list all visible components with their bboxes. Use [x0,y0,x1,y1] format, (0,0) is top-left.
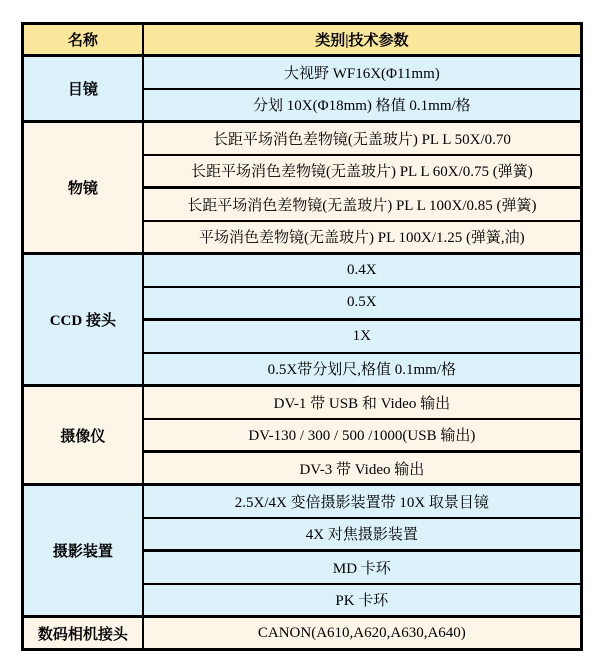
section-label-video-camera: 摄像仪 [23,386,143,485]
spec-cell: 0.5X [143,287,582,320]
spec-cell: 2.5X/4X 变倍摄影装置带 10X 取景目镜 [143,485,582,518]
section-label-digital-camera-adapter: 数码相机接头 [23,617,143,650]
spec-cell: 长距平场消色差物镜(无盖玻片) PL L 60X/0.75 (弹簧) [143,155,582,188]
spec-cell: 长距平场消色差物镜(无盖玻片) PL L 50X/0.70 [143,122,582,155]
spec-cell: 1X [143,320,582,353]
spec-cell: 大视野 WF16X(Φ11mm) [143,56,582,89]
section-label-eyepiece: 目镜 [23,56,143,122]
spec-cell: DV-1 带 USB 和 Video 输出 [143,386,582,419]
spec-cell: 分划 10X(Φ18mm) 格值 0.1mm/格 [143,89,582,122]
spec-cell: PK 卡环 [143,584,582,617]
spec-table [21,22,583,651]
spec-cell: DV-130 / 300 / 500 /1000(USB 输出) [143,419,582,452]
table-row [23,617,582,650]
table-row [23,122,582,155]
section-label-objective: 物镜 [23,122,143,254]
table-row [23,254,582,287]
spec-cell: 长距平场消色差物镜(无盖玻片) PL L 100X/0.85 (弹簧) [143,188,582,221]
spec-cell: 0.4X [143,254,582,287]
section-label-ccd-adapter: CCD 接头 [23,254,143,386]
spec-cell: MD 卡环 [143,551,582,584]
header-cell-params: 类别|技术参数 [143,24,582,56]
spec-cell: CANON(A610,A620,A630,A640) [143,617,582,650]
spec-cell: 平场消色差物镜(无盖玻片) PL 100X/1.25 (弹簧,油) [143,221,582,254]
table-row [23,56,582,89]
header-row [23,24,582,56]
spec-cell: 4X 对焦摄影装置 [143,518,582,551]
header-cell-name: 名称 [23,24,143,56]
table-row [23,485,582,518]
section-label-photo-attachment: 摄影装置 [23,485,143,617]
table-row [23,386,582,419]
spec-cell: 0.5X带分划尺,格值 0.1mm/格 [143,353,582,386]
spec-cell: DV-3 带 Video 输出 [143,452,582,485]
